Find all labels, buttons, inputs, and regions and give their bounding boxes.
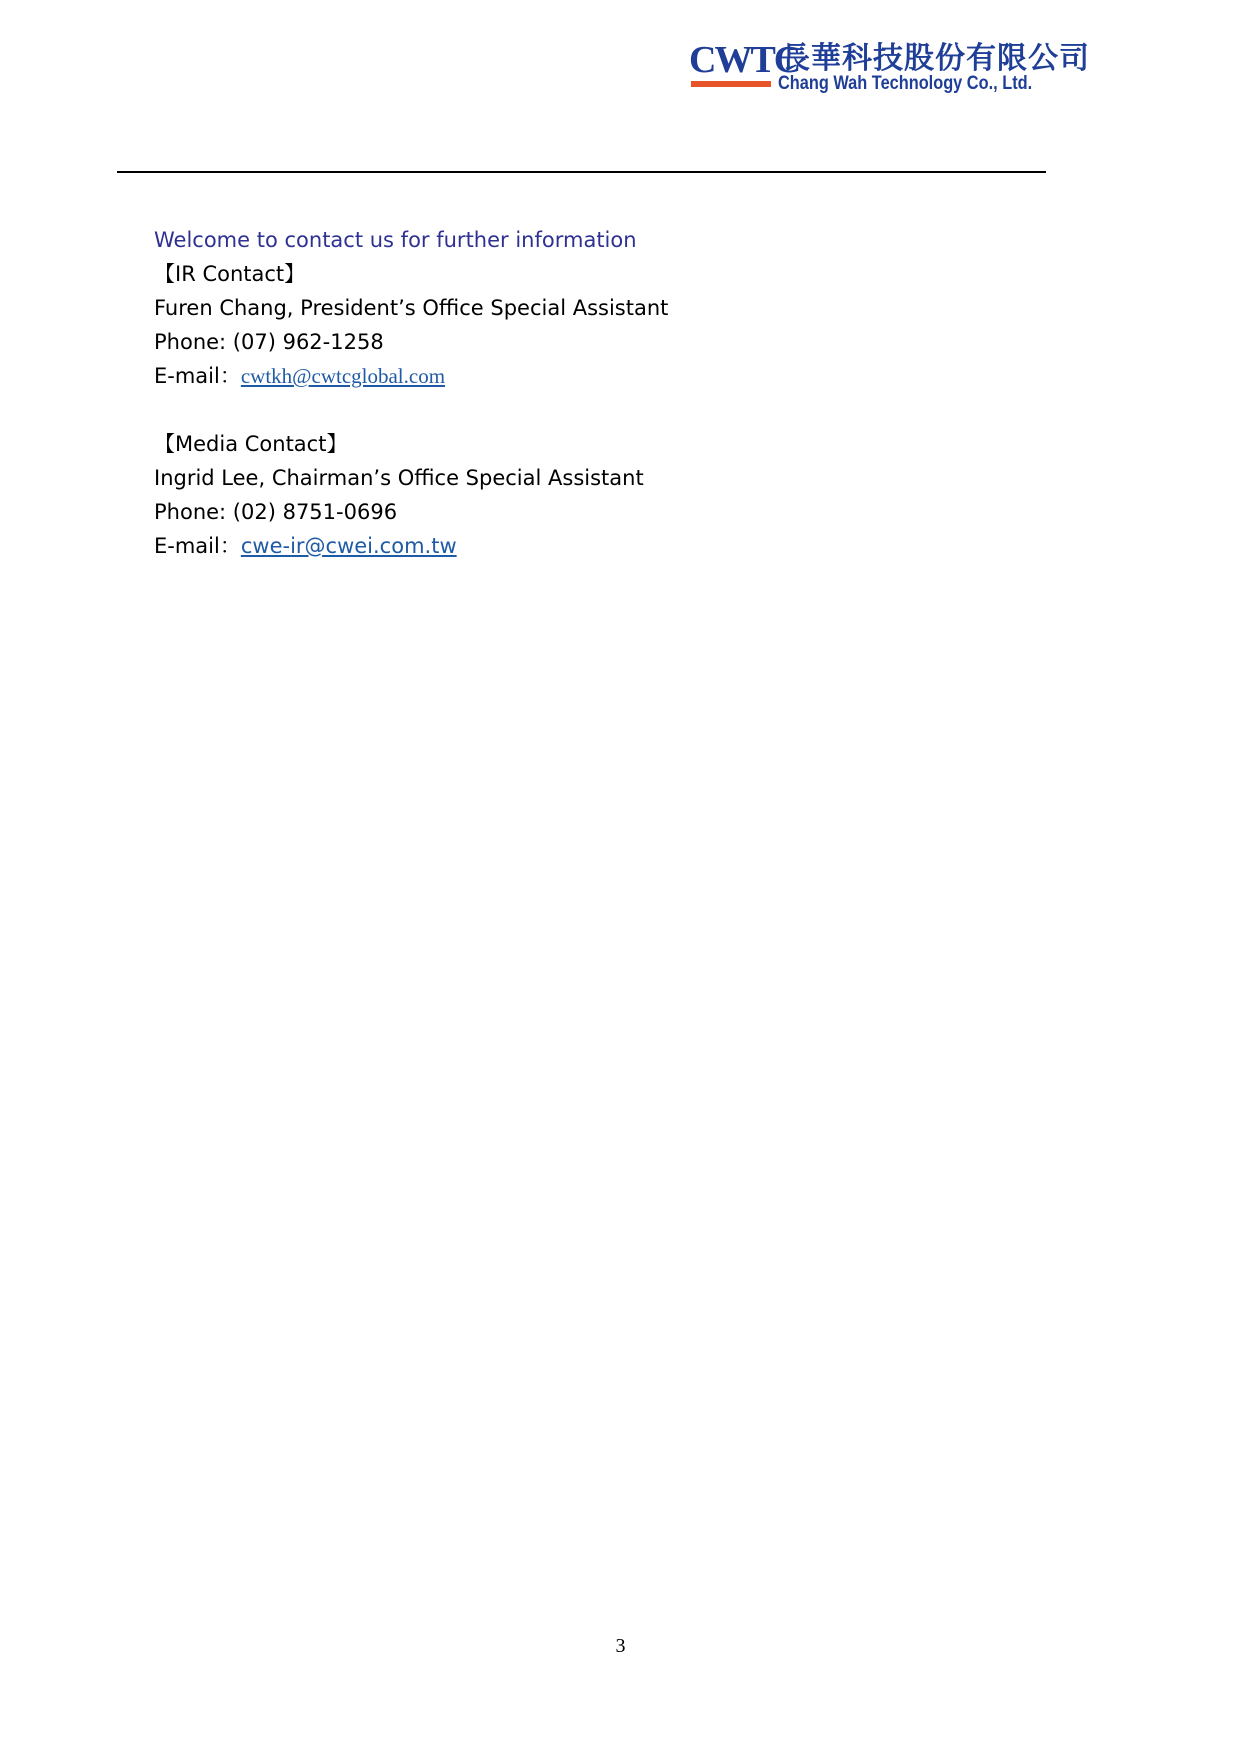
media-contact-heading: 【Media Contact】 — [154, 432, 348, 456]
ir-contact-name: Furen Chang, President’s Office Special Assistant — [154, 296, 669, 320]
logo-mark: CWTC — [689, 39, 800, 81]
media-email-label: E-mail： — [154, 534, 241, 558]
ir-contact-email-row — [154, 359, 1054, 393]
media-contact-name: Ingrid Lee, Chairman’s Office Special Assistant — [154, 466, 644, 490]
header-divider — [117, 171, 1046, 173]
contact-section — [154, 223, 1054, 563]
logo-accent-bar — [691, 81, 771, 87]
ir-contact-heading: 【IR Contact】 — [154, 262, 306, 286]
media-contact-phone: Phone: (02) 8751-0696 — [154, 500, 398, 524]
welcome-text: Welcome to contact us for further information — [154, 228, 637, 252]
company-logo — [689, 38, 1090, 100]
media-email-link[interactable]: cwe-ir@cwei.com.tw — [240, 534, 457, 558]
media-contact-email-row — [154, 529, 1054, 563]
logo-english-name: Chang Wah Technology Co., Ltd. — [778, 73, 1033, 94]
page-number: 3 — [615, 1635, 626, 1657]
section-spacer — [154, 393, 1054, 427]
ir-contact-phone: Phone: (07) 962-1258 — [154, 330, 384, 354]
ir-email-link[interactable]: cwtkh@cwtcglobal.com — [240, 364, 446, 388]
ir-email-label: E-mail： — [154, 364, 241, 388]
logo-chinese-name: 長華科技股份有限公司 — [780, 41, 1090, 76]
